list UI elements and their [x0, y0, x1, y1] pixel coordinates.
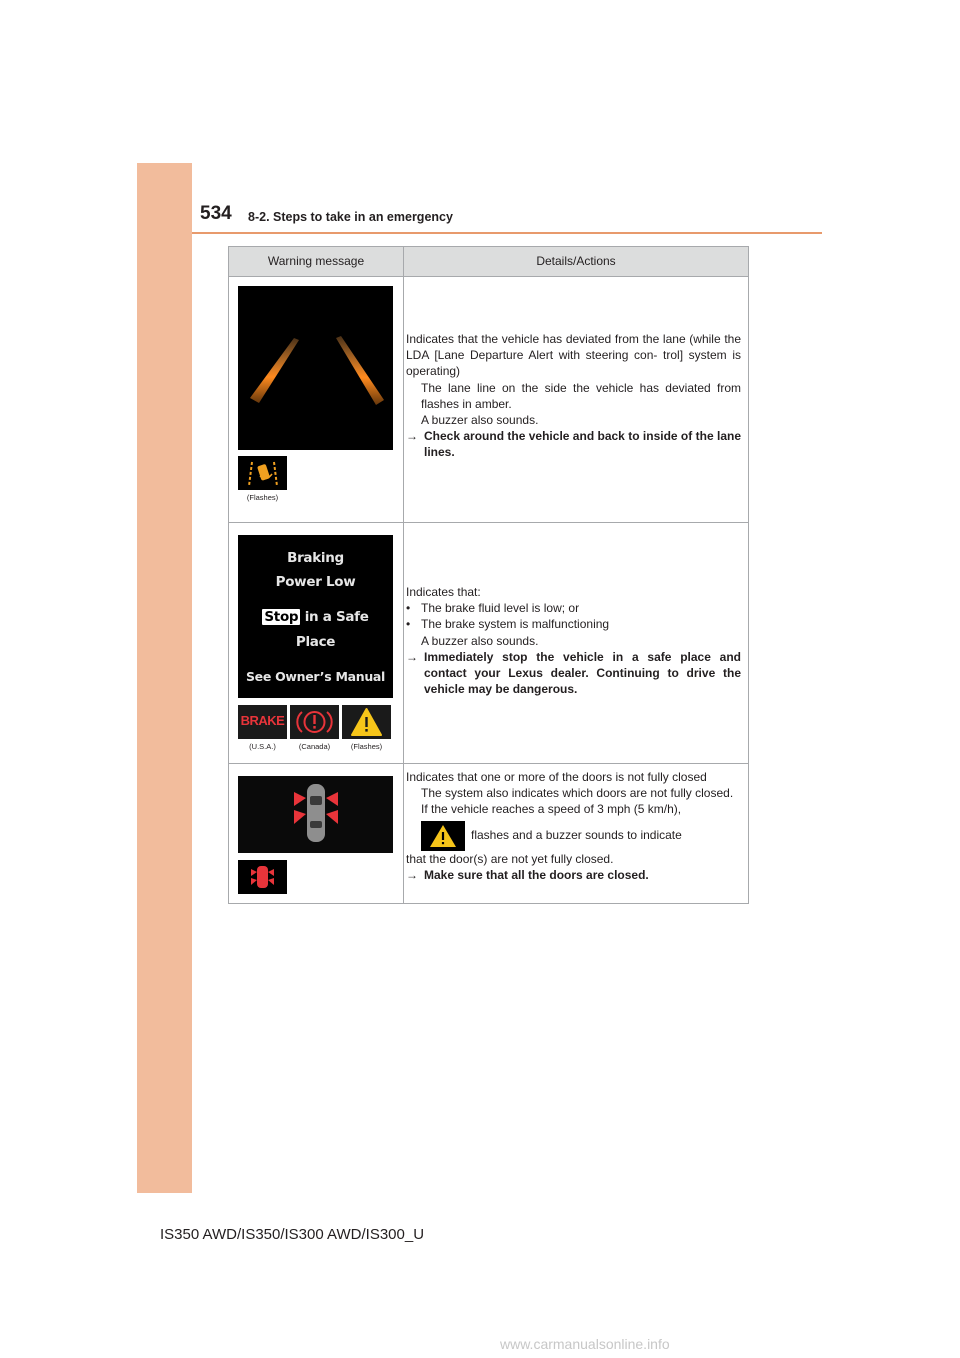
- usa-caption: (U.S.A.): [249, 742, 276, 751]
- flashes-caption: (Flashes): [246, 493, 279, 502]
- screen-text-line: [238, 609, 393, 625]
- canada-caption: (Canada): [298, 742, 331, 751]
- master-warning-icon: [421, 821, 465, 851]
- action-instruction: → Make sure that all the doors are closed.: [406, 867, 649, 882]
- details-note-with-icon: flashes and a buzzer sounds to indicate: [406, 821, 741, 851]
- flashes-caption: (Flashes): [350, 742, 383, 751]
- details-door-open: [406, 769, 741, 883]
- column-divider: [403, 247, 404, 903]
- arrow-icon: →: [406, 649, 418, 664]
- brake-warning-circle-icon: [290, 705, 339, 739]
- screen-text: Power Low: [275, 574, 356, 590]
- brake-warning-display: [238, 535, 393, 698]
- details-note: A buzzer also sounds.: [421, 633, 539, 648]
- column-header-details-actions: Details/Actions: [536, 254, 616, 268]
- column-header-warning-message: Warning message: [267, 254, 365, 268]
- footer-model-code: IS350 AWD/IS350/IS300 AWD/IS300_U: [160, 1226, 425, 1243]
- details-lane-departure: [406, 331, 741, 461]
- bullet-icon: •: [406, 601, 411, 616]
- screen-text-highlight: Stop: [264, 609, 299, 625]
- action-instruction: → Check around the vehicle and back to inside of the lane lines.: [406, 429, 741, 460]
- details-intro: Indicates that the vehicle has deviated from the lane (while the LDA [Lane Departure Alert with steering con- trol] system is operating): [406, 332, 741, 379]
- details-note: The lane line on the side the vehicle has deviated from flashes in amber.: [421, 380, 741, 411]
- lane-lines-graphic: [238, 286, 393, 450]
- section-title: 8-2. Steps to take in an emergency: [248, 210, 453, 224]
- screen-text: Braking: [287, 550, 344, 566]
- row-divider: [229, 763, 748, 764]
- details-brake-system: [406, 584, 741, 697]
- details-note: that the door(s) are not yet fully closed.: [406, 851, 614, 866]
- screen-text: See Owner’s Manual: [245, 669, 386, 684]
- master-warning-icon: [342, 705, 391, 739]
- details-note: If the vehicle reaches a speed of 3 mph (5 km/h),: [421, 802, 682, 817]
- bullet-icon: •: [406, 617, 411, 632]
- table-header: [229, 247, 748, 277]
- details-note: The system also indicates which doors are not fully closed.: [421, 786, 734, 801]
- details-note: A buzzer also sounds.: [421, 413, 539, 428]
- details-intro: Indicates that one or more of the doors is not fully closed: [406, 770, 707, 784]
- header-rule: [192, 232, 822, 234]
- chapter-side-bar: [137, 163, 192, 1193]
- lane-departure-indicator-icon: [238, 456, 287, 490]
- page-number: 534: [200, 203, 232, 224]
- arrow-icon: →: [406, 867, 418, 882]
- lane-departure-display: [238, 286, 393, 450]
- screen-text: in a Safe: [304, 609, 369, 625]
- door-open-indicator-icon: [238, 860, 287, 894]
- action-instruction: → Immediately stop the vehicle in a safe place and contact your Lexus dealer. Continuing to drive the vehicle may be dangerous.: [406, 649, 741, 697]
- arrow-icon: →: [406, 429, 418, 444]
- footer-watermark: www.carmanualsonline.info: [500, 1336, 670, 1352]
- row-divider: [229, 522, 748, 523]
- details-bullet: • The brake system is malfunctioning: [406, 617, 610, 632]
- screen-text: Place: [295, 634, 336, 650]
- car-doors-graphic: [238, 776, 393, 853]
- details-intro: Indicates that:: [406, 585, 481, 599]
- details-bullet: • The brake fluid level is low; or: [406, 601, 580, 616]
- door-open-display: [238, 776, 393, 853]
- brake-text-indicator-icon: BRAKE: [238, 705, 287, 739]
